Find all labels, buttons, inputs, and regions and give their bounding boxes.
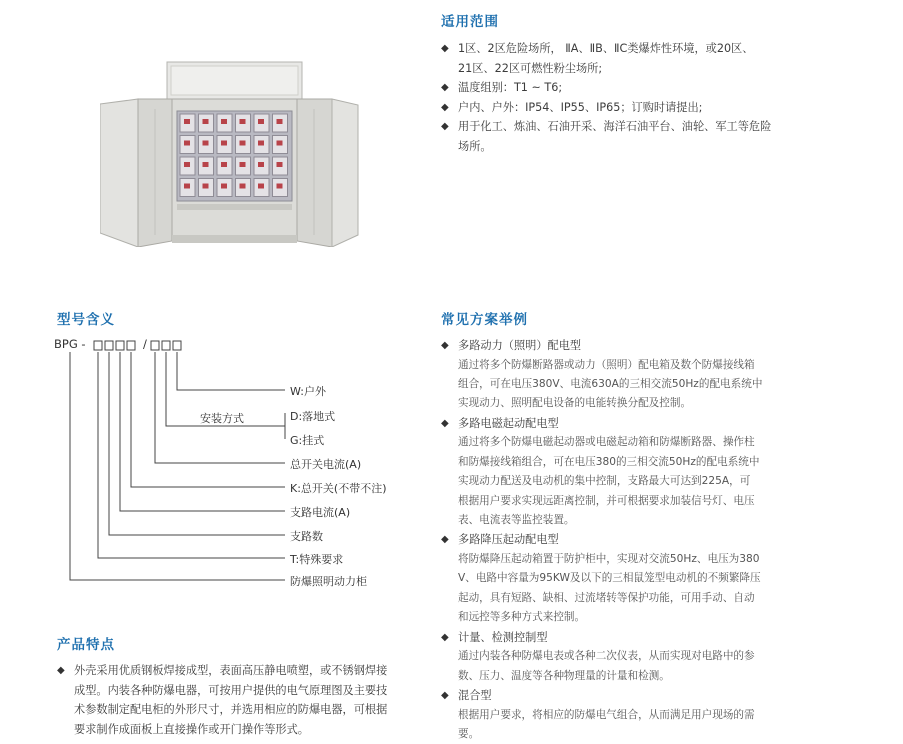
scope-item-line: ◆ 1区、2区危险场所， ⅡA、ⅡB、ⅡC类爆炸性环境，或20区、 xyxy=(458,42,754,55)
features-title: 产品特点 xyxy=(57,637,115,653)
scheme-desc-line: 和远控等多种方式来控制。 xyxy=(458,611,586,624)
feature-item xyxy=(57,661,412,739)
model-part-label: G:挂式 xyxy=(290,434,325,447)
scheme-desc-line: 要。 xyxy=(458,728,480,741)
scheme-name: ◆ 混合型 xyxy=(458,689,492,703)
scope-title: 适用范围 xyxy=(441,14,499,30)
features-list xyxy=(57,661,412,739)
scheme-desc-line: 通过将多个防爆电磁起动器或电磁起动箱和防爆断路器、操作柱 xyxy=(458,436,755,449)
scheme-desc-line: 实现动力配送及电动机的集中控制，支路最大可达到225A，可 xyxy=(458,475,751,488)
model-part-label: K:总开关(不带不注) xyxy=(290,482,387,495)
scheme-name: ◆ 多路降压起动配电型 xyxy=(458,533,559,547)
scheme-desc-line: V、电路中容量为95KW及以下的三相鼠笼型电动机的不频繁降压 xyxy=(458,572,761,585)
model-part-label: D:落地式 xyxy=(290,410,336,423)
feature-item-line: ◆ 外壳采用优质钢板焊接成型，表面高压静电喷塑，或不锈钢焊接 xyxy=(74,664,388,677)
model-part-label: 支路电流(A) xyxy=(290,506,351,519)
scheme-item xyxy=(441,686,861,744)
model-part-label: T:特殊要求 xyxy=(290,553,344,566)
model-part-label: 防爆照明动力柜 xyxy=(290,575,367,588)
scheme-name: ◆ 计量、检测控制型 xyxy=(458,630,548,644)
scheme-desc-line: 将防爆降压起动箱置于防护柜中，实现对交流50Hz、电压为380 xyxy=(458,553,760,566)
model-part-label: 总开关电流(A) xyxy=(290,458,362,471)
scheme-name: ◆ 多路电磁起动配电型 xyxy=(458,416,559,430)
scheme-desc-line: 实现动力、照明配电设备的电能转换分配及控制。 xyxy=(458,397,692,410)
scheme-item xyxy=(441,336,861,414)
scheme-desc-line: 通过内装各种防爆电表或各种二次仪表，从而实现对电路中的参 xyxy=(458,650,755,663)
scope-item-line: ◆ 用于化工、炼油、石油开采、海洋石油平台、油轮、军工等危险 xyxy=(458,120,772,134)
scope-item-line: ◆ 温度组别：T1 ~ T6; xyxy=(458,81,563,95)
scheme-desc-line: 根据用户要求，将相应的防爆电气组合，从而满足用户现场的需 xyxy=(458,708,755,721)
scheme-item xyxy=(441,628,861,686)
feature-item-line: 术参数制定配电柜的外形尺寸，并选用相应的防爆电器，可根据 xyxy=(74,703,388,717)
feature-item-line: 要求制作成面板上直接操作或开门操作等形式。 xyxy=(74,722,309,736)
scheme-desc-line: 起动，具有短路、缺相、过流堵转等保护功能，可用手动、自动 xyxy=(458,591,755,604)
scheme-desc-line: 和防爆接线箱组合，可在电压380的三相交流50Hz的配电系统中 xyxy=(458,455,760,468)
schemes-title: 常见方案举例 xyxy=(441,312,528,328)
scheme-desc-line: 根据用户要求实现远距离控制，并可根据要求加装信号灯、电压 xyxy=(458,494,755,507)
scheme-item xyxy=(441,414,861,531)
scope-item-line: 场所。 xyxy=(458,139,492,153)
model-title: 型号含义 xyxy=(57,312,115,328)
schemes-list xyxy=(441,336,861,744)
scheme-desc-line: 表、电流表等监控装置。 xyxy=(458,514,575,527)
scheme-desc-line: 数、压力、温度等各种物理量的计量和检测。 xyxy=(458,669,670,682)
scheme-item xyxy=(441,530,861,627)
model-slash: / xyxy=(143,337,147,351)
model-code: BPG - xyxy=(54,337,86,351)
model-part-label: 支路数 xyxy=(290,530,323,543)
scope-item-line: ◆ 户内、户外：IP54、IP55、IP65；订购时请提出; xyxy=(458,100,703,114)
scope-item-line: 21区、22区可燃性粉尘场所; xyxy=(458,61,603,75)
feature-item-line: 成型。内装各种防爆电器，可按用户提供的电气原理图及主要技 xyxy=(74,683,388,697)
scheme-desc-line: 组合，可在电压380V、电流630A的三相交流50Hz的配电系统中 xyxy=(458,378,763,390)
scheme-name: ◆ 多路动力（照明）配电型 xyxy=(458,339,582,352)
install-mode-label: 安装方式 xyxy=(200,412,244,425)
model-part-label: W:户外 xyxy=(290,385,326,398)
scheme-desc-line: 通过将多个防爆断路器或动力（照明）配电箱及数个防爆接线箱 xyxy=(458,358,755,371)
